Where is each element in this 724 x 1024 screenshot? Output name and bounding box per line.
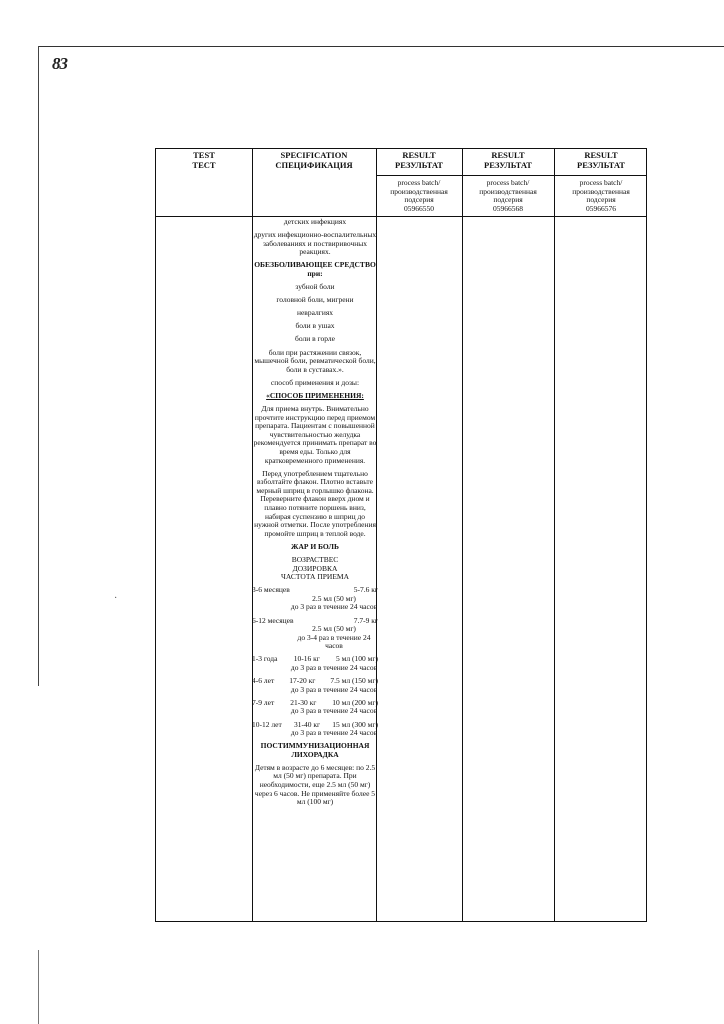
col-divider xyxy=(462,149,463,921)
dosage-row: 1-3 года 10-16 кг 5 мл (100 мг) до 3 раз в течение 24 часов xyxy=(252,654,378,673)
col-divider xyxy=(554,149,555,921)
header-result-3: RESULT РЕЗУЛЬТАТ xyxy=(577,150,625,170)
header-result-2: RESULT РЕЗУЛЬТАТ xyxy=(484,150,532,170)
batch-cell-1: process batch/ производственная подсерия 05966550 xyxy=(390,178,448,213)
dosage-row: 4-6 лет 17-20 кг 7.5 мл (150 мг) до 3 раз в течение 24 часов xyxy=(252,676,378,694)
dosage-row: 7-9 лет 21-30 кг 10 мл (200 мг) до 3 раз в течение 24 часов xyxy=(252,697,378,716)
page-edge-left-lower xyxy=(38,950,39,1024)
stray-mark: · xyxy=(114,593,118,604)
specification-text: детских инфекциях других инфекционно-воспалительных заболеваниях и поствиривочных реакциях. ОБЕЗБОЛИВАЮЩЕЕ СРЕДСТВО при: зубной боли головной боли, мигрени невралгиях боли в ушах боли в горле боли при растяжении связок, мышечной боли, ревматической боли, боли в суставах.». способ применения и дозы: «СПОСОБ ПРИМЕНЕНИЯ: Для приема внутрь. Внимательно прочтите инструкцию перед приемом препарата. Пациентам с повышенной чувствительностью желудка рекомендуется принимать препарат во время еды. Только для кратковременного применения. Перед употреблением тщательно взболтайте флакон. Плотно вставьте мерный шприц в горлышко флакона. Переверните флакон вверх дном и плавно потяните поршень вниз, набирая суспензию в шприц до нужной отметки. После употребления промойте шприц в теплой воде. ЖАР И БОЛЬ ВОЗРАСТВЕС ДОЗИРОВКА ЧАСТОТА ПРИЕМА 3-6 месяцев 5-7.6 кг 2.5 мл (50 мг) до 3 раз в течение 24 часов 6-12 месяцев 7.7-9 кг 2.5 мл (50 мг) до 3-4 раз в течение 24 часов 1-3 года 10-16 кг 5 мл (100 мг) до 3 раз в течение 24 часов 4-6 лет 17-20 кг 7.5 мл (150 мг) до 3 раз в течение 24 часов 7-9 лет 21-30 кг 10 мл (200 мг) до 3 раз в течение 24 часов 10-12 лет 31-40 кг 15 мл (300 мг) до 3 раз в течение 24 часов ПОСТИММУНИЗАЦИОННАЯ ЛИХОРАДКА Детям в возрасте до 6 месяцев: по 2.5 мл (50 мг) препарата. При необходимости, еще 2.5 мл (50 мг) через 6 часов. Не применяйте более 5 мл (100 мг) xyxy=(252,217,378,807)
batch-cell-2: process batch/ производственная подсерия 05966568 xyxy=(479,178,537,213)
dosage-table-header: ВОЗРАСТВЕС ДОЗИРОВКА ЧАСТОТА ПРИЕМА xyxy=(281,555,349,582)
dosage-row: 10-12 лет 31-40 кг 15 мл (300 мг) до 3 раз в течение 24 часов xyxy=(252,719,378,738)
header-bottom-line xyxy=(156,216,646,217)
page-number: 83 xyxy=(52,54,67,73)
dosage-row: 6-12 месяцев 7.7-9 кг 2.5 мл (50 мг) до 3-4 раз в течение 24 часов xyxy=(252,615,378,651)
batch-cell-3: process batch/ производственная подсерия 05966576 xyxy=(572,178,630,213)
result-header-divider xyxy=(376,175,646,176)
header-result-1: RESULT РЕЗУЛЬТАТ xyxy=(395,150,443,170)
page-edge-top xyxy=(38,46,724,47)
results-table xyxy=(155,148,647,922)
page-edge-left xyxy=(38,46,39,686)
dosage-row: 3-6 месяцев 5-7.6 кг 2.5 мл (50 мг) до 3 раз в течение 24 часов xyxy=(252,585,378,612)
header-specification: SPECIFICATION СПЕЦИФИКАЦИЯ xyxy=(275,150,353,170)
header-test: TEST ТЕСТ xyxy=(192,150,216,170)
